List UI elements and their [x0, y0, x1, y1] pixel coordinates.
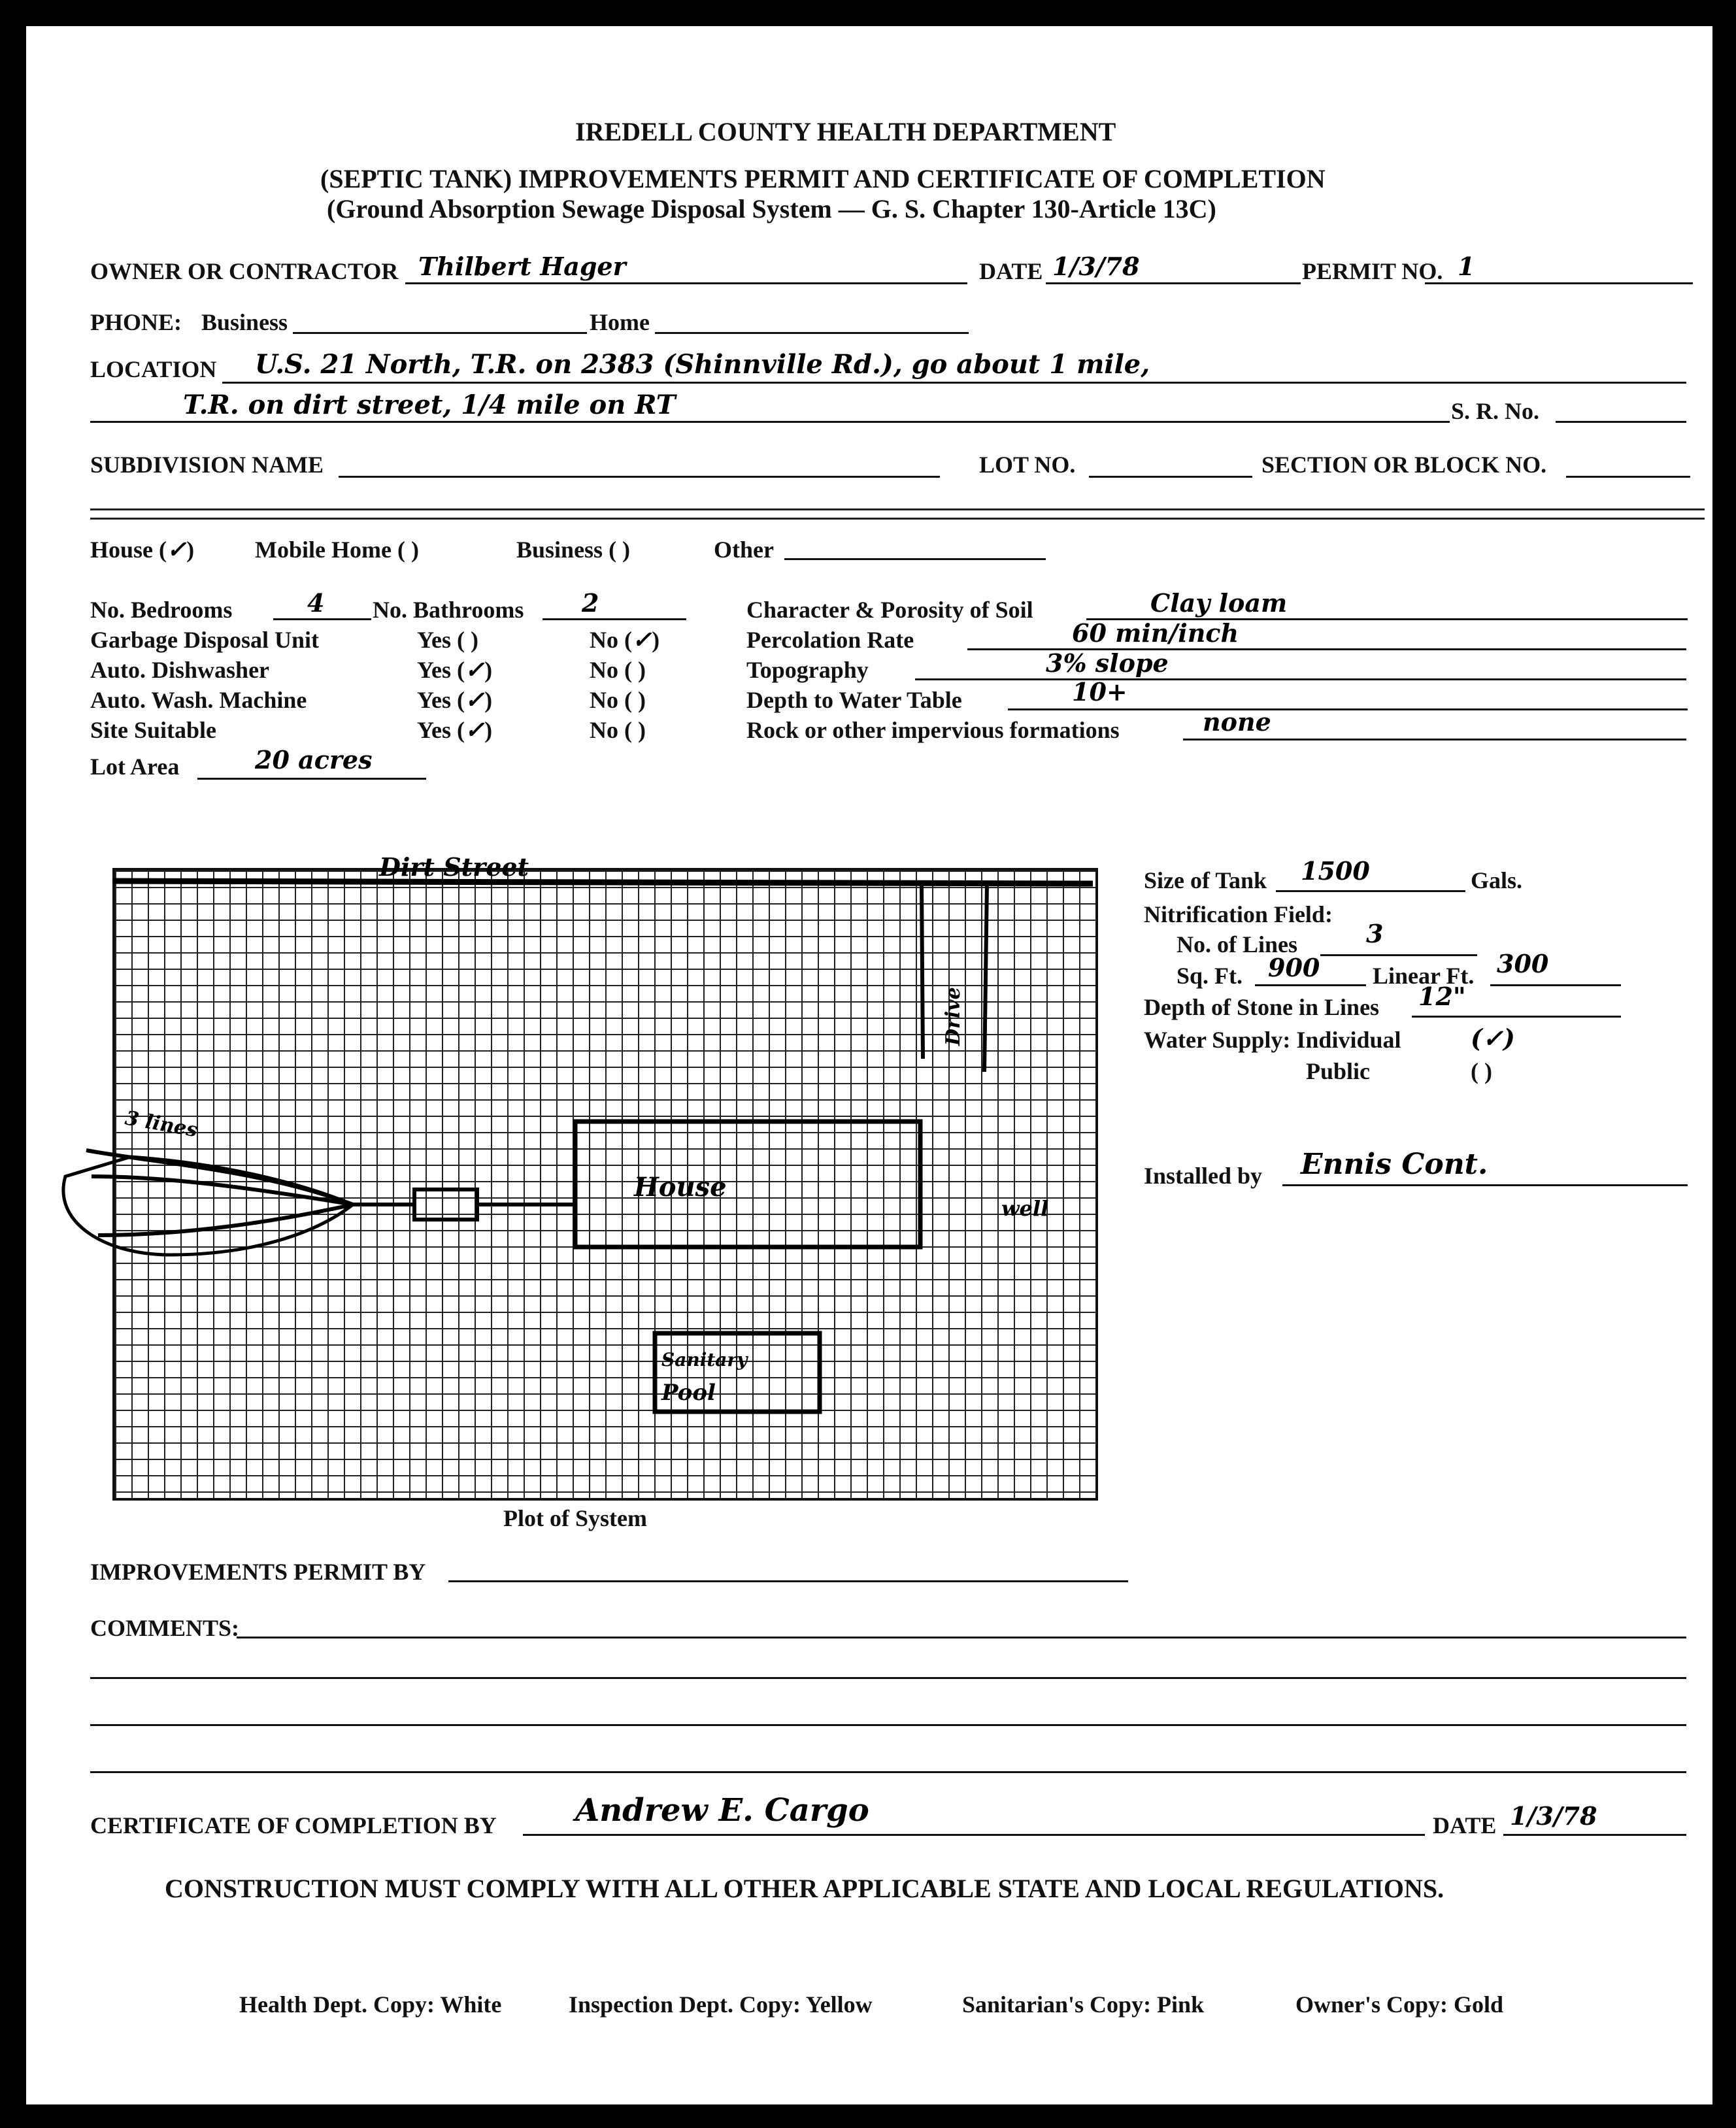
improvements-permit-label: IMPROVEMENTS PERMIT BY [90, 1559, 426, 1585]
location-value-1[interactable]: U.S. 21 North, T.R. on 2383 (Shinnville Rd.), go about 1 mile, [255, 349, 1150, 380]
lines-count-label: No. of Lines [1177, 931, 1298, 957]
drive-line-2 [984, 884, 987, 1072]
perc-rate-value[interactable]: 60 min/inch [1072, 618, 1239, 648]
lot-no-label: LOT NO. [979, 452, 1076, 478]
garbage-yes[interactable]: Yes ( ) [417, 627, 478, 653]
installed-by-label: Installed by [1144, 1163, 1263, 1189]
location-value-2[interactable]: T.R. on dirt street, 1/4 mile on RT [183, 390, 676, 420]
field-lines-label: 3 lines [123, 1106, 199, 1142]
copy-sanitarian: Sanitarian's Copy: Pink [962, 1991, 1205, 2018]
well-label: well [1001, 1196, 1049, 1221]
comments-line-2[interactable] [90, 1677, 1686, 1679]
phone-business-label: Business [201, 309, 288, 335]
bedrooms-value[interactable]: 4 [307, 588, 325, 618]
owner-label: OWNER OR CONTRACTOR [90, 258, 399, 284]
owner-value[interactable]: Thilbert Hager [418, 252, 626, 281]
house-label-close: ) [186, 537, 195, 563]
topography-label: Topography [746, 657, 869, 683]
washer-yes-close: ) [484, 687, 493, 713]
lot-area-value[interactable]: 20 acres [255, 745, 373, 774]
house-check[interactable]: ✓ [167, 536, 187, 563]
lot-area-label: Lot Area [90, 754, 180, 780]
street-label: Dirt Street [379, 852, 529, 882]
comments-line-4[interactable] [90, 1771, 1686, 1773]
dishwasher-yes-close: ) [484, 657, 493, 683]
garbage-label: Garbage Disposal Unit [90, 627, 320, 653]
form-subtitle: (Ground Absorption Sewage Disposal System — G. S. Chapter 130-Article 13C) [327, 194, 1216, 224]
date-label: DATE [979, 258, 1043, 284]
copy-health-dept: Health Dept. Copy: White [239, 1991, 502, 2018]
subdivision-label: SUBDIVISION NAME [90, 452, 324, 478]
field-outline [63, 1157, 353, 1255]
phone-label: PHONE: [90, 309, 182, 335]
mobile-home-label[interactable]: Mobile Home ( ) [255, 537, 419, 563]
business-type-label[interactable]: Business ( ) [516, 537, 631, 563]
water-supply-public-label: Public [1306, 1058, 1371, 1084]
water-table-label: Depth to Water Table [746, 687, 962, 713]
lines-count-line [1320, 954, 1477, 956]
tank-size-label: Size of Tank [1144, 867, 1267, 893]
site-suitable-no[interactable]: No ( ) [590, 717, 646, 743]
site-suitable-yes-label: Yes ( [417, 717, 465, 743]
house-label: House [634, 1172, 727, 1203]
plot-caption: Plot of System [503, 1505, 647, 1531]
rock-label: Rock or other impervious formations [746, 717, 1120, 743]
site-suitable-label: Site Suitable [90, 717, 217, 743]
installed-by-value[interactable]: Ennis Cont. [1301, 1148, 1488, 1181]
copy-inspection-dept: Inspection Dept. Copy: Yellow [569, 1991, 873, 2018]
stone-depth-value[interactable]: 12" [1418, 982, 1466, 1011]
dishwasher-yes-check[interactable]: ✓ [464, 656, 485, 684]
topography-value[interactable]: 3% slope [1046, 648, 1169, 678]
water-supply-individual-check[interactable]: (✓) [1471, 1023, 1515, 1053]
compliance-notice: CONSTRUCTION MUST COMPLY WITH ALL OTHER APPLICABLE STATE AND LOCAL REGULATIONS. [165, 1874, 1444, 1903]
form-title: (SEPTIC TANK) IMPROVEMENTS PERMIT AND CERTIFICATE OF COMPLETION [320, 164, 1326, 193]
garbage-no-label: No ( [590, 627, 632, 653]
pool-label-1: Sanitary [661, 1349, 748, 1371]
septic-tank-rect [414, 1189, 477, 1220]
house-rect [575, 1122, 920, 1247]
garbage-no-check[interactable]: ✓ [632, 626, 652, 654]
dishwasher-yes-label: Yes ( [417, 657, 465, 683]
permit-label: PERMIT NO. [1302, 258, 1443, 284]
garbage-no-close: ) [652, 627, 660, 653]
stone-depth-line [1412, 1016, 1621, 1018]
linear-ft-value[interactable]: 300 [1497, 949, 1549, 978]
sqft-label: Sq. Ft. [1177, 963, 1243, 989]
lines-count-value[interactable]: 3 [1366, 919, 1384, 948]
sqft-line [1255, 984, 1366, 986]
house-label-text: House ( [90, 537, 167, 563]
certificate-line [523, 1834, 1425, 1836]
gals-label: Gals. [1471, 867, 1523, 893]
pool-label-2: Pool [661, 1380, 716, 1406]
nitrification-label: Nitrification Field: [1144, 901, 1333, 927]
bathrooms-label: No. Bathrooms [373, 597, 524, 623]
soil-character-label: Character & Porosity of Soil [746, 597, 1033, 623]
copy-owner: Owner's Copy: Gold [1295, 1991, 1504, 2018]
comments-line-3[interactable] [90, 1724, 1686, 1726]
plot-drawing [26, 26, 1712, 2104]
washer-yes-label: Yes ( [417, 687, 465, 713]
linear-ft-line [1490, 984, 1621, 986]
installed-by-line [1282, 1184, 1688, 1186]
bathrooms-value[interactable]: 2 [582, 588, 599, 618]
certificate-date-value[interactable]: 1/3/78 [1510, 1801, 1597, 1831]
soil-character-value[interactable]: Clay loam [1150, 588, 1288, 618]
date-value[interactable]: 1/3/78 [1052, 252, 1140, 281]
linear-ft-label: Linear Ft. [1373, 963, 1475, 989]
water-supply-public-check[interactable]: ( ) [1471, 1058, 1492, 1084]
certificate-date-line [1503, 1834, 1686, 1836]
certificate-label: CERTIFICATE OF COMPLETION BY [90, 1812, 497, 1838]
site-suitable-yes-check[interactable]: ✓ [464, 716, 485, 744]
section-label: SECTION OR BLOCK NO. [1261, 452, 1547, 478]
washer-no[interactable]: No ( ) [590, 687, 646, 713]
water-supply-label: Water Supply: Individual [1144, 1027, 1401, 1053]
improvements-permit-line[interactable] [448, 1580, 1128, 1582]
bedrooms-label: No. Bedrooms [90, 597, 233, 623]
water-table-value[interactable]: 10+ [1072, 677, 1127, 707]
washer-yes-check[interactable]: ✓ [464, 686, 485, 714]
certificate-date-label: DATE [1433, 1812, 1497, 1838]
stone-depth-label: Depth of Stone in Lines [1144, 994, 1380, 1020]
tank-size-value[interactable]: 1500 [1301, 856, 1370, 886]
comments-label: COMMENTS: [90, 1615, 239, 1641]
field-line-3 [98, 1205, 353, 1235]
drive-line-1 [922, 884, 923, 1059]
site-suitable-yes-close: ) [484, 717, 493, 743]
sr-no-label: S. R. No. [1451, 398, 1540, 424]
permit-value[interactable]: 1 [1458, 252, 1475, 281]
certificate-signature[interactable]: Andrew E. Cargo [575, 1792, 869, 1829]
location-label: LOCATION [90, 356, 217, 382]
phone-home-label: Home [590, 309, 650, 335]
comments-line-1[interactable] [237, 1637, 1686, 1638]
street-line [112, 881, 1093, 884]
drive-label: Drive [942, 987, 965, 1046]
perc-rate-label: Percolation Rate [746, 627, 914, 653]
agency-title: IREDELL COUNTY HEALTH DEPARTMENT [575, 117, 1116, 146]
dishwasher-no[interactable]: No ( ) [590, 657, 646, 683]
other-type-label: Other [714, 537, 774, 563]
rock-value[interactable]: none [1203, 707, 1271, 737]
dishwasher-label: Auto. Dishwasher [90, 657, 270, 683]
sqft-value[interactable]: 900 [1268, 953, 1320, 982]
tank-size-line [1276, 890, 1465, 892]
permit-sheet [26, 26, 1712, 2104]
washer-label: Auto. Wash. Machine [90, 687, 307, 713]
